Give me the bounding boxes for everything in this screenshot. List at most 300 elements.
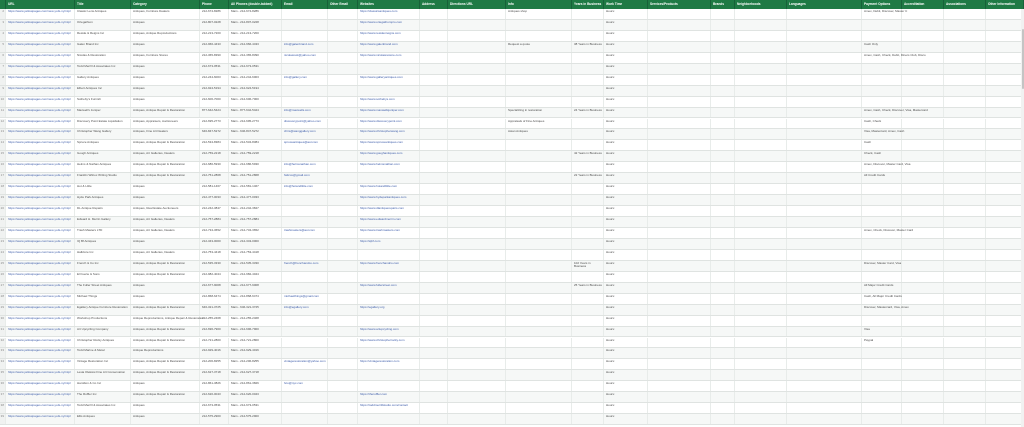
cell-assoc[interactable] [944,173,986,183]
cell-years[interactable] [572,403,604,413]
cell-accr[interactable] [902,348,944,358]
cell-phones[interactable]: Main - 212-982-4044 [229,272,282,282]
cell-lang[interactable] [787,272,862,282]
cell-dir[interactable] [448,359,506,369]
cell-url[interactable]: https://www.yellowpages.com/new-york-ny/mip/ [6,348,75,358]
cell-web[interactable]: https://www.christopherwang.com [358,129,420,139]
cell-other[interactable] [986,272,1024,282]
cell-lang[interactable] [787,239,862,249]
table-row[interactable] [0,140,1024,151]
cell-info[interactable] [506,97,572,107]
cell-pay[interactable]: Visa [862,327,902,337]
cell-title[interactable]: Maxwell's Juniper [75,108,131,118]
cell-title[interactable]: Classic Lens Antiques [75,9,131,19]
cell-pay[interactable] [862,250,902,260]
cell-web[interactable]: https://www.frenchandco.com [358,261,420,271]
cell-work-time[interactable]: Hours: [604,195,648,205]
cell-svc[interactable] [648,272,711,282]
cell-dir[interactable] [448,31,506,41]
cell-web[interactable] [358,370,420,380]
cell-info[interactable] [506,414,572,424]
cell-years[interactable] [572,414,604,424]
cell-oemail[interactable] [328,86,358,96]
cell-lang[interactable] [787,250,862,260]
cell-assoc[interactable] [944,228,986,238]
scrollbar-thumb[interactable] [1022,29,1024,89]
cell-phone[interactable]: 877-642-5424 [200,108,229,118]
cell-work-time[interactable]: Hours: [604,250,648,260]
table-row[interactable] [0,184,1024,195]
cell-web[interactable] [358,86,420,96]
cell-email[interactable] [282,272,328,282]
cell-info[interactable] [506,392,572,402]
cell-work-time[interactable]: Hours: [604,294,648,304]
cell-phone[interactable]: 212-575-2900 [200,414,229,424]
cell-email[interactable]: nicolasrest@yahoo.com [282,53,328,63]
cell-pay[interactable] [862,75,902,85]
cell-title[interactable]: Todd Marine & Metal [75,348,131,358]
cell-other[interactable] [986,305,1024,315]
cell-cat[interactable]: Antiques, Antique Repair & Restoration [131,370,200,380]
cell-addr[interactable] [420,283,448,293]
cell-url[interactable]: https://www.yellowpages.com/new-york-ny/mip/ [6,217,75,227]
cell-brands[interactable] [711,348,735,358]
cell-assoc[interactable] [944,294,986,304]
cell-work-time[interactable]: Hours: [604,64,648,74]
cell-accr[interactable] [902,228,944,238]
cell-dir[interactable] [448,272,506,282]
cell-brands[interactable] [711,206,735,216]
cell-svc[interactable] [648,392,711,402]
cell-phones[interactable]: Main - 212-721-2800 [229,338,282,348]
cell-accr[interactable] [902,370,944,380]
cell-years[interactable]: 22 Years in Business [572,173,604,183]
cell-phone[interactable]: 212-695-2773 [200,119,229,129]
cell-pay[interactable]: Cash Only [862,42,902,52]
cell-years[interactable] [572,9,604,19]
cell-pay[interactable] [862,184,902,194]
table-row[interactable] [0,305,1024,316]
cell-other[interactable] [986,195,1024,205]
cell-phone[interactable]: 212-365-8390 [200,53,229,63]
cell-web[interactable]: https://www.spruceantiques.com [358,140,420,150]
cell-oemail[interactable] [328,184,358,194]
table-row[interactable] [0,327,1024,338]
cell-accr[interactable] [902,86,944,96]
column-header[interactable]: Address [420,0,448,9]
cell-years[interactable] [572,392,604,402]
cell-brands[interactable] [711,86,735,96]
cell-pay[interactable]: All Credit Cards [862,173,902,183]
cell-info[interactable]: Antiques shop [506,9,572,19]
cell-lang[interactable] [787,283,862,293]
cell-email[interactable] [282,348,328,358]
cell-svc[interactable] [648,119,711,129]
cell-url[interactable]: https://www.yellowpages.com/new-york-ny/mip/ [6,108,75,118]
cell-addr[interactable] [420,250,448,260]
cell-lang[interactable] [787,119,862,129]
cell-url[interactable]: https://www.yellowpages.com/new-york-ny/mip/ [6,370,75,380]
cell-cat[interactable]: Antiques, Antique Repair & Restoration [131,392,200,402]
cell-dir[interactable] [448,20,506,30]
cell-brands[interactable] [711,403,735,413]
cell-accr[interactable] [902,403,944,413]
cell-dir[interactable] [448,414,506,424]
cell-other[interactable] [986,9,1024,19]
cell-web[interactable] [358,348,420,358]
cell-phones[interactable]: Main - 212-924-5194 [229,86,282,96]
cell-cat[interactable]: Antiques, Antique Repair & Restoration [131,162,200,172]
cell-cat[interactable]: Antiques [131,239,200,249]
cell-oemail[interactable] [328,31,358,41]
cell-dir[interactable] [448,305,506,315]
cell-phones[interactable]: Main - 212-673-0531 [229,403,282,413]
cell-title[interactable]: The Ruffler Inc [75,392,131,402]
cell-oemail[interactable] [328,162,358,172]
table-row[interactable] [0,239,1024,250]
cell-cat[interactable]: Antiques, Fine Art Dealers [131,129,200,139]
cell-title[interactable]: Workshop Productions [75,316,131,326]
cell-email[interactable]: trashmasters@aol.com [282,228,328,238]
cell-other[interactable] [986,151,1024,161]
cell-svc[interactable] [648,348,711,358]
cell-accr[interactable] [902,294,944,304]
cell-dir[interactable] [448,370,506,380]
cell-years[interactable]: 38 Years in Business [572,42,604,52]
column-header[interactable]: Phone [200,0,229,9]
cell-hood[interactable] [735,64,787,74]
cell-cat[interactable]: Antiques, Furniture Dealers [131,9,200,19]
cell-assoc[interactable] [944,261,986,271]
cell-brands[interactable] [711,228,735,238]
cell-phone[interactable]: 212-673-0531 [200,64,229,74]
cell-url[interactable]: https://www.yellowpages.com/new-york-ny/mip/ [6,261,75,271]
table-row[interactable] [0,414,1024,425]
table-row[interactable] [0,86,1024,97]
cell-accr[interactable] [902,206,944,216]
cell-other[interactable] [986,381,1024,391]
cell-svc[interactable] [648,359,711,369]
cell-brands[interactable] [711,97,735,107]
cell-work-time[interactable]: Hours: [604,97,648,107]
cell-email[interactable]: fwilcox@gmail.com [282,173,328,183]
cell-oemail[interactable] [328,206,358,216]
cell-email[interactable] [282,195,328,205]
cell-hood[interactable] [735,239,787,249]
cell-pay[interactable]: Cash, Check [862,119,902,129]
cell-other[interactable] [986,316,1024,326]
cell-accr[interactable] [902,414,944,424]
cell-web[interactable]: https://www.helmsnathan.com [358,162,420,172]
cell-info[interactable] [506,348,572,358]
cell-addr[interactable] [420,272,448,282]
cell-brands[interactable] [711,108,735,118]
cell-web[interactable]: https://www.goughantiques.com [358,151,420,161]
cell-other[interactable] [986,327,1024,337]
cell-hood[interactable] [735,97,787,107]
cell-assoc[interactable] [944,327,986,337]
cell-other[interactable] [986,261,1024,271]
cell-assoc[interactable] [944,184,986,194]
cell-assoc[interactable] [944,42,986,52]
cell-oemail[interactable] [328,370,358,380]
cell-assoc[interactable] [944,370,986,380]
column-header[interactable]: Email [282,0,328,9]
cell-web[interactable]: https://vintagerestoration.com [358,359,420,369]
cell-web[interactable]: https://www.artupcycling.com [358,327,420,337]
cell-work-time[interactable]: Hours: [604,305,648,315]
cell-hood[interactable] [735,119,787,129]
cell-dir[interactable] [448,403,506,413]
table-row[interactable] [0,119,1024,130]
cell-addr[interactable] [420,327,448,337]
cell-url[interactable]: https://www.yellowpages.com/new-york-ny/mip/ [6,140,75,150]
cell-assoc[interactable] [944,20,986,30]
cell-assoc[interactable] [944,348,986,358]
cell-other[interactable] [986,228,1024,238]
cell-title[interactable]: Todd Merrill & Associates Inc [75,64,131,74]
cell-dir[interactable] [448,348,506,358]
cell-assoc[interactable] [944,239,986,249]
cell-years[interactable] [572,228,604,238]
cell-url[interactable]: https://www.yellowpages.com/new-york-ny/mip/ [6,294,75,304]
cell-hood[interactable] [735,348,787,358]
cell-phone[interactable]: 212-627-3718 [200,370,229,380]
cell-web[interactable]: https://www.residenreigns.com [358,31,420,41]
cell-hood[interactable] [735,184,787,194]
cell-oemail[interactable] [328,20,358,30]
cell-lang[interactable] [787,64,862,74]
cell-accr[interactable] [902,162,944,172]
cell-addr[interactable] [420,140,448,150]
cell-work-time[interactable]: Hours: [604,206,648,216]
cell-phones[interactable]: Main - 212-696-7900 [229,327,282,337]
cell-url[interactable]: https://www.yellowpages.com/new-york-ny/mip/ [6,184,75,194]
cell-url[interactable]: https://www.yellowpages.com/new-york-ny/mip/ [6,305,75,315]
cell-years[interactable]: 42 Years in Business [572,151,604,161]
cell-svc[interactable] [648,403,711,413]
cell-lang[interactable] [787,217,862,227]
cell-phones[interactable]: Main - 212-581-1467 [229,184,282,194]
cell-dir[interactable] [448,119,506,129]
cell-work-time[interactable]: Hours: [604,75,648,85]
cell-pay[interactable]: Discover, Master Card, Visa [862,261,902,271]
cell-phone[interactable]: 212-477-0033 [200,195,229,205]
table-row[interactable] [0,195,1024,206]
cell-other[interactable] [986,239,1024,249]
cell-lang[interactable] [787,53,862,63]
cell-pay[interactable] [862,316,902,326]
cell-phones[interactable]: Main - 212-695-2773 [229,119,282,129]
cell-addr[interactable] [420,261,448,271]
cell-svc[interactable] [648,195,711,205]
cell-oemail[interactable] [328,217,358,227]
cell-addr[interactable] [420,305,448,315]
cell-svc[interactable] [648,97,711,107]
column-header[interactable]: Work Time [604,0,648,9]
cell-phone[interactable]: 212-751-2868 [200,173,229,183]
cell-years[interactable] [572,338,604,348]
cell-title[interactable]: Art Upcycling Company [75,327,131,337]
cell-email[interactable]: info@galenbrand.com [282,42,328,52]
cell-phones[interactable]: Main - 212-242-3847 [229,206,282,216]
cell-cat[interactable]: Antiques [131,97,200,107]
cell-years[interactable] [572,239,604,249]
cell-cat[interactable]: Antiques [131,184,200,194]
cell-pay[interactable]: Amex, Cash, Check, Debit, Diners Club, Disco [862,53,902,63]
cell-email[interactable]: info@gallery.com [282,75,328,85]
cell-hood[interactable] [735,217,787,227]
cell-other[interactable] [986,184,1024,194]
cell-brands[interactable] [711,9,735,19]
cell-accr[interactable] [902,261,944,271]
cell-phone[interactable]: 212-753-4418 [200,250,229,260]
cell-email[interactable] [282,97,328,107]
cell-phones[interactable]: Main - 212-673-0531 [229,64,282,74]
cell-url[interactable]: https://www.yellowpages.com/new-york-ny/mip/ [6,31,75,41]
cell-accr[interactable] [902,64,944,74]
cell-info[interactable] [506,283,572,293]
cell-url[interactable]: https://www.yellowpages.com/new-york-ny/mip/ [6,392,75,402]
cell-phones[interactable]: Main - 212-674-8286 [229,9,282,19]
cell-url[interactable]: https://www.yellowpages.com/new-york-ny/mip/ [6,414,75,424]
cell-phones[interactable]: Main - 212-627-3718 [229,370,282,380]
cell-phones[interactable]: Main - 212-751-2868 [229,173,282,183]
cell-svc[interactable] [648,381,711,391]
cell-assoc[interactable] [944,86,986,96]
cell-info[interactable] [506,195,572,205]
table-row[interactable] [0,162,1024,173]
cell-assoc[interactable] [944,195,986,205]
cell-phone[interactable]: 212-924-5194 [200,86,229,96]
table-row[interactable] [0,64,1024,75]
cell-hood[interactable] [735,250,787,260]
cell-lang[interactable] [787,348,862,358]
cell-dir[interactable] [448,53,506,63]
cell-cat[interactable]: Antiques, Art Galleries, Dealers [131,228,200,238]
cell-hood[interactable] [735,392,787,402]
cell-accr[interactable] [902,305,944,315]
cell-hood[interactable] [735,53,787,63]
cell-email[interactable]: discoverypoint@yahoo.com [282,119,328,129]
table-row[interactable] [0,108,1024,119]
cell-addr[interactable] [420,31,448,41]
cell-years[interactable] [572,53,604,63]
cell-phone[interactable]: 212-868-6474 [200,294,229,304]
cell-cat[interactable]: Antique Reproductions [131,348,200,358]
cell-phone[interactable]: 212-673-0531 [200,403,229,413]
cell-cat[interactable]: Antiques, Art Galleries, Dealers [131,151,200,161]
column-header[interactable]: Payment Options [862,0,902,9]
table-row[interactable] [0,294,1024,305]
cell-pay[interactable] [862,195,902,205]
cell-assoc[interactable] [944,129,986,139]
cell-years[interactable]: 24 Years in Business [572,108,604,118]
cell-email[interactable] [282,403,328,413]
cell-cat[interactable]: Antiques, Antique Repair & Restoration [131,327,200,337]
cell-url[interactable]: https://www.yellowpages.com/new-york-ny/mip/ [6,195,75,205]
cell-web[interactable]: https://www.discoverypoint.com [358,119,420,129]
cell-other[interactable] [986,392,1024,402]
table-row[interactable] [0,9,1024,20]
cell-url[interactable]: https://www.yellowpages.com/new-york-ny/mip/ [6,239,75,249]
cell-work-time[interactable]: Hours: [604,359,648,369]
cell-years[interactable] [572,381,604,391]
column-header[interactable]: Directions URL [448,0,506,9]
cell-url[interactable]: https://www.yellowpages.com/new-york-ny/mip/ [6,272,75,282]
cell-web[interactable]: https://egallery.org [358,305,420,315]
cell-cat[interactable]: Antiques, Appraisers, Auctioneers [131,119,200,129]
cell-info[interactable] [506,173,572,183]
cell-lang[interactable] [787,206,862,216]
table-row[interactable] [0,97,1024,108]
cell-web[interactable]: https://www.nicolasrestore.com [358,53,420,63]
cell-svc[interactable] [648,294,711,304]
cell-phones[interactable]: Main - 646-847-5272 [229,129,282,139]
cell-title[interactable]: Galen Brand Inc [75,42,131,52]
cell-lang[interactable] [787,294,862,304]
cell-work-time[interactable]: Hours: [604,327,648,337]
cell-brands[interactable] [711,338,735,348]
cell-brands[interactable] [711,119,735,129]
cell-phones[interactable]: Main - 646-321-3725 [229,305,282,315]
cell-info[interactable] [506,381,572,391]
cell-oemail[interactable] [328,250,358,260]
cell-addr[interactable] [420,20,448,30]
cell-other[interactable] [986,64,1024,74]
cell-url[interactable]: https://www.yellowpages.com/new-york-ny/mip/ [6,151,75,161]
cell-lang[interactable] [787,173,862,183]
cell-assoc[interactable] [944,272,986,282]
cell-phone[interactable]: 212-686-5930 [200,162,229,172]
cell-assoc[interactable] [944,75,986,85]
cell-work-time[interactable]: Hours: [604,283,648,293]
cell-phones[interactable]: Main - 212-535-3330 [229,261,282,271]
cell-dir[interactable] [448,338,506,348]
cell-svc[interactable] [648,9,711,19]
column-header[interactable]: Accreditation [902,0,944,9]
cell-lang[interactable] [787,316,862,326]
cell-dir[interactable] [448,195,506,205]
cell-lang[interactable] [787,305,862,315]
cell-title[interactable]: Lesia Oleksiw Fine Art Conservation [75,370,131,380]
cell-assoc[interactable] [944,31,986,41]
cell-assoc[interactable] [944,305,986,315]
cell-phone[interactable]: 212-966-4433 [200,42,229,52]
cell-other[interactable] [986,75,1024,85]
cell-cat[interactable]: Antiques, Antique Reproductions [131,31,200,41]
cell-svc[interactable] [648,250,711,260]
cell-assoc[interactable] [944,359,986,369]
cell-work-time[interactable]: Hours: [604,162,648,172]
column-header[interactable]: All Phones (double-tabbed) [229,0,282,9]
cell-work-time[interactable]: Hours: [604,381,648,391]
cell-oemail[interactable] [328,283,358,293]
cell-svc[interactable] [648,305,711,315]
cell-phones[interactable]: Main - 212-575-2900 [229,414,282,424]
cell-email[interactable]: info@egallery.com [282,305,328,315]
cell-other[interactable] [986,108,1024,118]
cell-accr[interactable] [902,173,944,183]
cell-dir[interactable] [448,173,506,183]
cell-lang[interactable] [787,403,862,413]
cell-addr[interactable] [420,294,448,304]
table-row[interactable] [0,272,1024,283]
cell-years[interactable] [572,64,604,74]
cell-title[interactable]: The Fuller Street Antiques [75,283,131,293]
cell-years[interactable] [572,129,604,139]
cell-phones[interactable]: Main - 212-807-0228 [229,20,282,30]
